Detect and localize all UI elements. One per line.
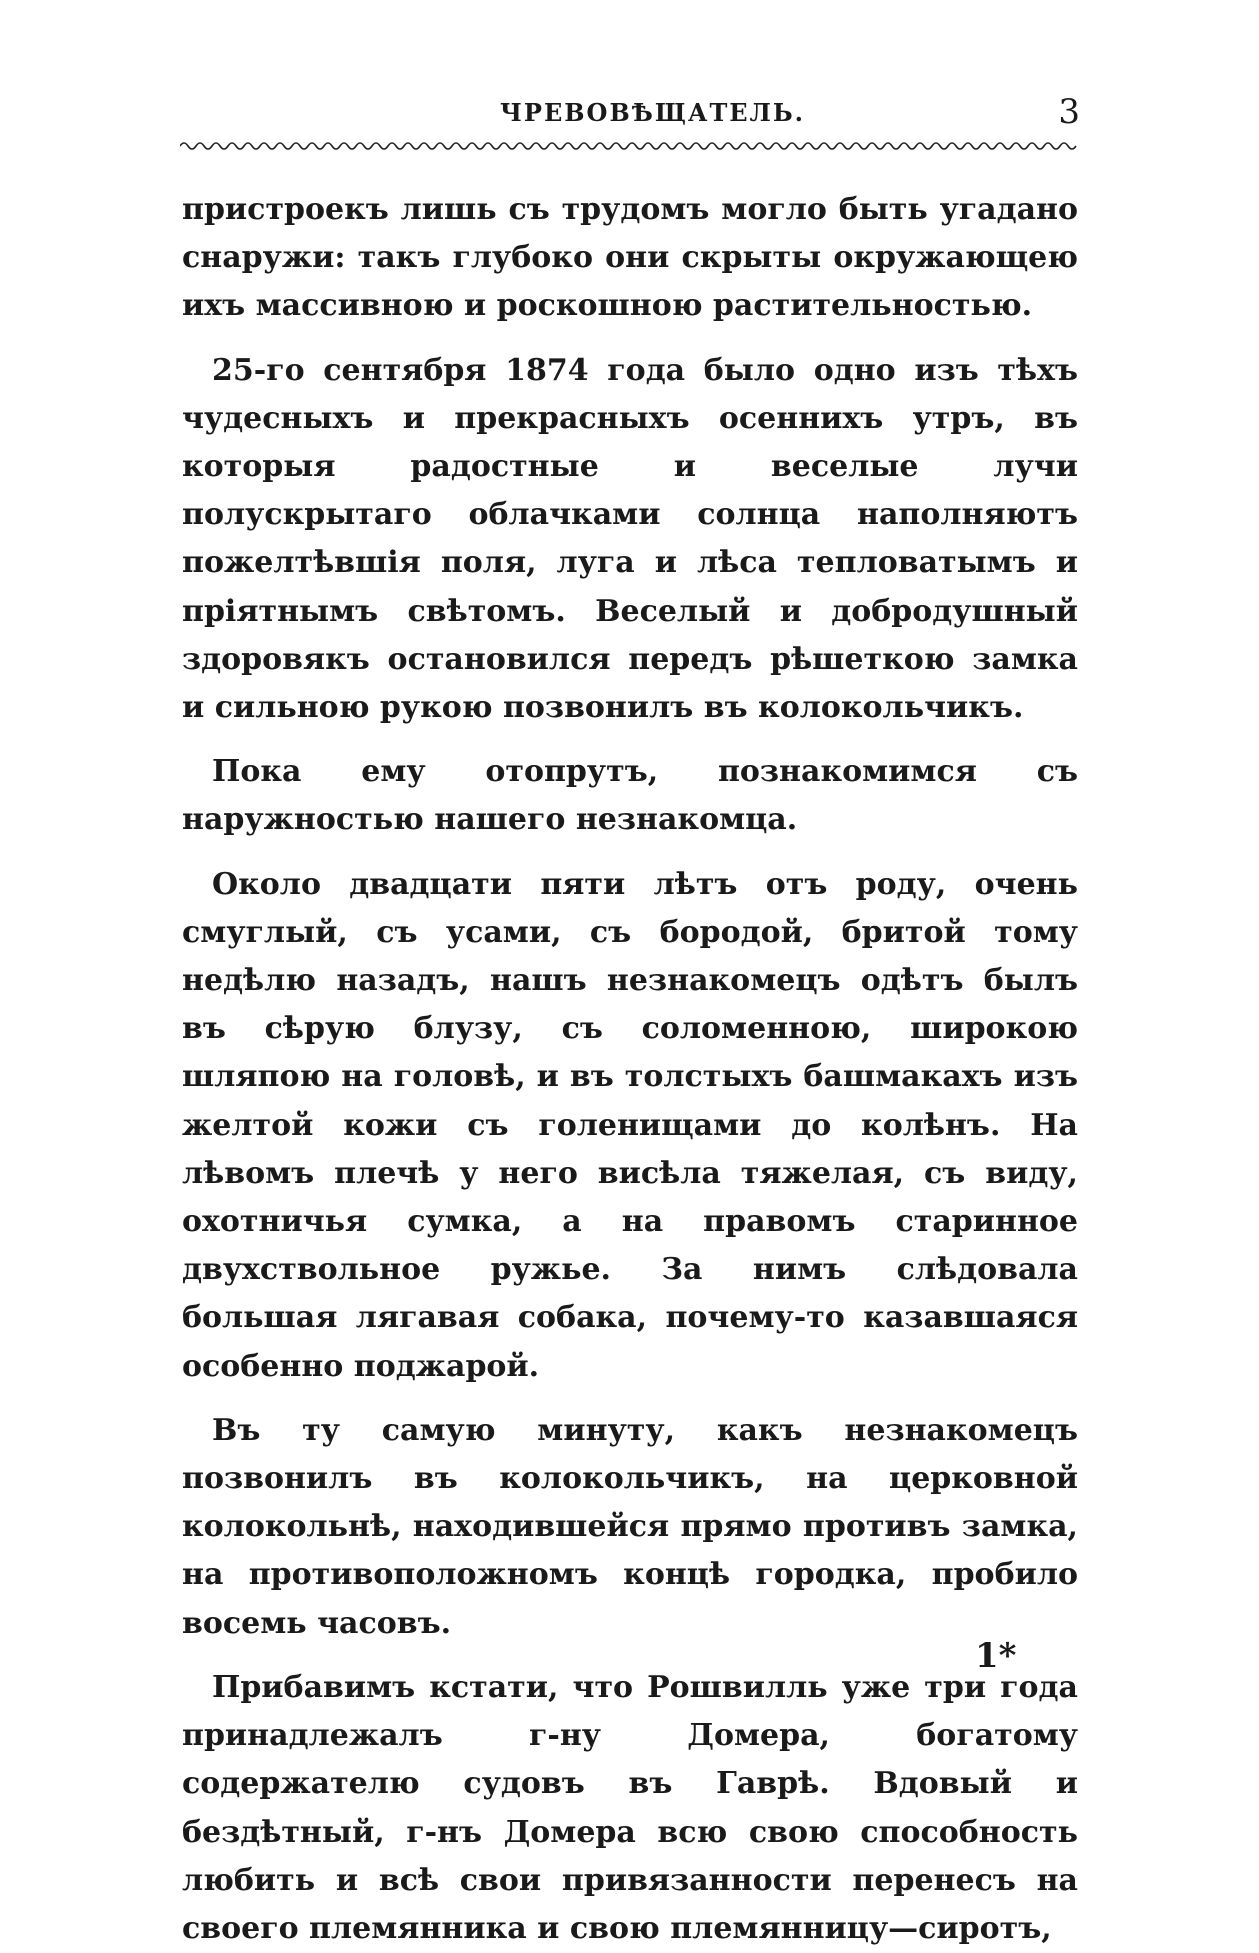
body-text <box>182 186 1078 1953</box>
paragraph-3: Пока ему отопрутъ, познакомимся съ наружностью нашего незнакомца. <box>182 754 1078 838</box>
signature-mark: 1* <box>975 1636 1017 1676</box>
paragraph-5: Въ ту самую минуту, какъ незнакомецъ позвонилъ въ колокольчикъ, на церковной колокольнѣ, находившейся прямо противъ замка, на противоположномъ концѣ городка, пробило восемь часовъ. <box>182 1412 1078 1641</box>
paragraph-1: пристроекъ лишь съ трудомъ могло быть угадано снаружи: такъ глубоко они скрыты окружающею ихъ массивною и роскошною растительностью. <box>182 192 1078 324</box>
paragraph-6: Прибавимъ кстати, что Рошвилль уже три года принадлежалъ г-ну Домера, богатому содержателю судовъ въ Гаврѣ. Вдовый и бездѣтный, г-нъ Домера всю свою способность любить и всѣ свои привязанности перенесъ на своего племянника и свою племянницу—сиротъ, <box>182 1669 1078 1946</box>
wavy-rule <box>180 138 1080 154</box>
page-number: 3 <box>1058 92 1080 132</box>
paragraph-2: 25-го сентября 1874 года было одно изъ тѣхъ чудесныхъ и прекрасныхъ осеннихъ утръ, въ которыя радостные и веселые лучи полускрытаго облачками солнца наполняютъ пожелтѣвшія поля, луга и лѣса тепловатымъ и пріятнымъ свѣтомъ. Веселый и добродушный здоровякъ остановился передъ рѣшеткою замка и сильною рукою позвонилъ въ колокольчикъ. <box>182 352 1078 726</box>
paragraph-4: Около двадцати пяти лѣтъ отъ роду, очень смуглый, съ усами, съ бородой, бритой тому недѣлю назадъ, нашъ незнакомецъ одѣтъ былъ въ сѣрую блузу, съ соломенною, широкою шляпою на головѣ, и въ толстыхъ башмакахъ изъ желтой кожи съ голенищами до колѣнъ. На лѣвомъ плечѣ у него висѣла тяжелая, съ виду, охотничья сумка, а на правомъ старинное двухствольное ружье. За нимъ слѣдовала большая лягавая собака, почему-то казавшаяся особенно поджарой. <box>182 866 1078 1384</box>
running-head <box>180 92 1080 132</box>
running-title: ЧРЕВОВѢЩАТЕЛЬ. <box>500 98 805 127</box>
